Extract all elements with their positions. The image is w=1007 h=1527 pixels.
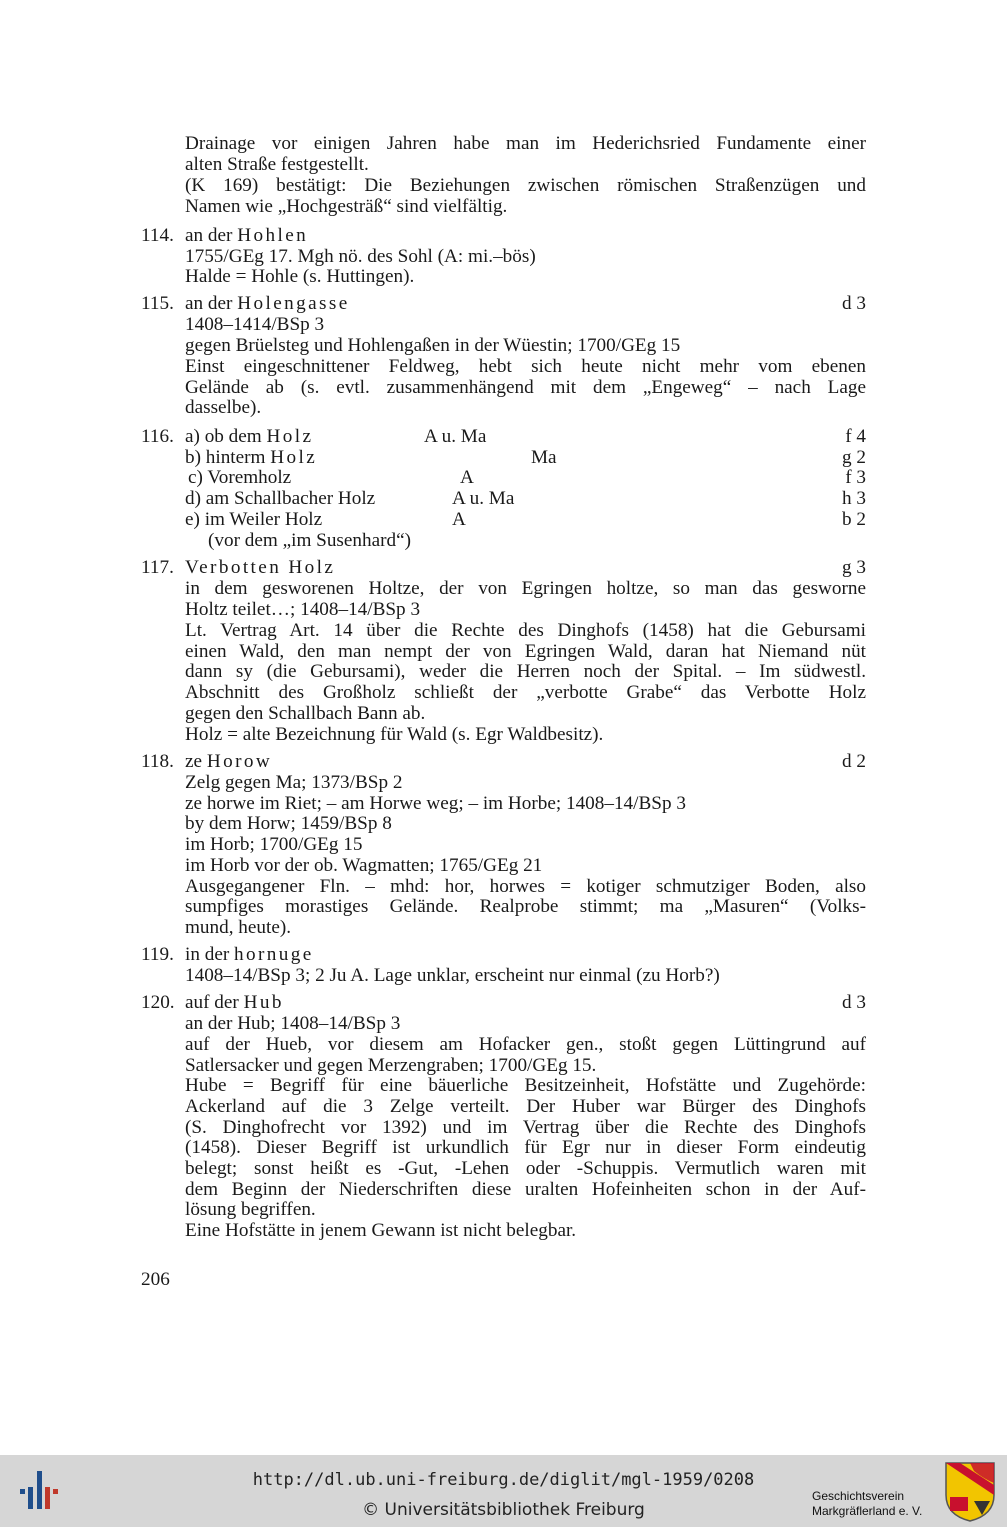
sub-entry: d) am Schallbacher Holz — [185, 488, 376, 509]
text-line: Drainage vor einigen Jahren habe man im Hederichsried Fundamente einer — [185, 134, 866, 154]
text-line: Eine Hofstätte in jenem Gewann ist nicht belegbar. — [185, 1220, 577, 1241]
grid-code: g 2 — [842, 447, 866, 468]
sub-entry: a) ob dem Holz — [185, 426, 314, 447]
text-line: Einst eingeschnittener Feldweg, hebt sich heute nicht mehr vom ebenen — [185, 357, 866, 377]
entry-heading: an der Holengasse — [185, 293, 350, 314]
text-line: Lt. Vertrag Art. 14 über die Rechte des Dinghofs (1458) hat die Gebursami — [185, 621, 866, 641]
grid-code: b 2 — [842, 509, 866, 530]
text-line: 1755/GEg 17. Mgh nö. des Sohl (A: mi.–bös) — [185, 246, 536, 267]
coat-of-arms-icon — [944, 1461, 996, 1523]
text-line: alten Straße festgestellt. — [185, 154, 369, 175]
text-line: by dem Horw; 1459/BSp 8 — [185, 813, 392, 834]
text-line: ze horwe im Riet; – am Horwe weg; – im Horbe; 1408–14/BSp 3 — [185, 793, 686, 814]
text-line: Abschnitt des Großholz schließt der „verbotte Grabe“ das Verbotte Holz — [185, 683, 866, 703]
text-line: gegen den Schallbach Bann ab. — [185, 703, 426, 724]
text-line: Satlersacker und gegen Merzengraben; 1700/GEg 15. — [185, 1055, 597, 1076]
field-name: hornuge — [234, 944, 314, 965]
text-line: lösung begriffen. — [185, 1199, 316, 1220]
footer-bar — [0, 1455, 1007, 1527]
entry-number: 120. — [141, 992, 175, 1013]
text-line: dem Beginn der Niederschriften diese uralten Hofeinheiten schon in der Auf- — [185, 1180, 866, 1200]
document-url[interactable]: http://dl.ub.uni-freiburg.de/diglit/mgl-1959/0208 — [252, 1470, 755, 1490]
entry-number: 116. — [141, 426, 174, 447]
page-number: 206 — [141, 1269, 170, 1290]
society-name: Geschichtsverein Markgräflerland e. V. — [812, 1489, 923, 1518]
text-line: Gelände ab (s. evtl. zusammenhängend mit dem „Engeweg“ – nach Lage — [185, 378, 866, 398]
location-note: A u. Ma — [452, 488, 515, 509]
field-name: Verbotten Holz — [185, 557, 336, 578]
field-name: Hub — [243, 992, 284, 1013]
text-line: einen Wald, den man nempt der von Egringen Wald, daran hat Niemand nüt — [185, 642, 866, 662]
text-line: dasselbe). — [185, 397, 262, 418]
field-name: Hohlen — [237, 225, 309, 246]
grid-code: f 3 — [845, 467, 866, 488]
sub-entry: e) im Weiler Holz — [185, 509, 323, 530]
grid-code: h 3 — [842, 488, 866, 509]
grid-code: d 3 — [842, 992, 866, 1013]
text-line: (vor dem „im Susenhard“) — [208, 530, 412, 551]
entry-number: 118. — [141, 751, 174, 772]
text-line: (K 169) bestätigt: Die Beziehungen zwischen römischen Straßenzügen und — [185, 176, 866, 196]
entry-number: 115. — [141, 293, 174, 314]
text-line: belegt; sonst heißt es -Gut, -Lehen oder -Schuppis. Vermutlich waren mit — [185, 1159, 866, 1179]
grid-code: d 3 — [842, 293, 866, 314]
text-line: 1408–14/BSp 3; 2 Ju A. Lage unklar, erscheint nur einmal (zu Horb?) — [185, 965, 720, 986]
location-note: Ma — [531, 447, 557, 468]
field-name: Horow — [206, 751, 273, 772]
entry-heading: ze Horow — [185, 751, 273, 772]
text-line: (1458). Dieser Begriff ist urkundlich für Egr nur in dieser Form eindeutig — [185, 1138, 866, 1158]
entry-number: 119. — [141, 944, 174, 965]
sub-entry: b) hinterm Holz — [185, 447, 318, 468]
text-line: Halde = Hohle (s. Huttingen). — [185, 266, 415, 287]
text-line: in dem gesworenen Holtze, der von Egringen holtze, so man das gesworne — [185, 579, 866, 599]
location-note: A u. Ma — [424, 426, 487, 447]
text-line: Holtz teilet…; 1408–14/BSp 3 — [185, 599, 421, 620]
sub-entry: c) Voremholz — [188, 467, 292, 488]
location-note: A — [460, 467, 474, 488]
grid-code: d 2 — [842, 751, 866, 772]
text-line: Ausgegangener Fln. – mhd: hor, horwes = kotiger schmutziger Boden, also — [185, 877, 866, 897]
text-line: Hube = Begriff für eine bäuerliche Besitzeinheit, Hofstätte und Zugehörde: — [185, 1076, 866, 1096]
text-line: sumpfiges morastiges Gelände. Realprobe stimmt; ma „Masuren“ (Volks- — [185, 897, 866, 917]
text-line: Namen wie „Hochgesträß“ sind vielfältig. — [185, 196, 508, 217]
text-line: an der Hub; 1408–14/BSp 3 — [185, 1013, 401, 1034]
grid-code: f 4 — [845, 426, 866, 447]
text-line: dann sy (die Gebursami), weder die Herren noch der Spital. – Im südwestl. — [185, 662, 866, 682]
text-line: im Horb vor der ob. Wagmatten; 1765/GEg 21 — [185, 855, 543, 876]
text-line: mund, heute). — [185, 917, 292, 938]
entry-heading: auf der Hub — [185, 992, 284, 1013]
entry-heading: in der hornuge — [185, 944, 314, 965]
text-line: 1408–1414/BSp 3 — [185, 314, 325, 335]
field-name: Holengasse — [237, 293, 350, 314]
text-line: im Horb; 1700/GEg 15 — [185, 834, 363, 855]
text-line: gegen Brüelsteg und Hohlengaßen in der Wüestin; 1700/GEg 15 — [185, 335, 681, 356]
text-line: auf der Hueb, vor diesem am Hofacker gen., stoßt gegen Lüttingrund auf — [185, 1035, 866, 1055]
entry-number: 117. — [141, 557, 174, 578]
text-line: (S. Dinghofrecht vor 1392) und im Vertrag über die Rechte des Dinghofs — [185, 1118, 866, 1138]
entry-number: 114. — [141, 225, 174, 246]
grid-code: g 3 — [842, 557, 866, 578]
location-note: A — [452, 509, 466, 530]
text-line: Holz = alte Bezeichnung für Wald (s. Egr Waldbesitz). — [185, 724, 604, 745]
text-line: Ackerland auf die 3 Zelge verteilt. Der Huber war Bürger des Dinghofs — [185, 1097, 866, 1117]
text-line: Zelg gegen Ma; 1373/BSp 2 — [185, 772, 403, 793]
entry-heading: an der Hohlen — [185, 225, 309, 246]
copyright-notice: © Universitätsbibliothek Freiburg — [362, 1500, 645, 1520]
